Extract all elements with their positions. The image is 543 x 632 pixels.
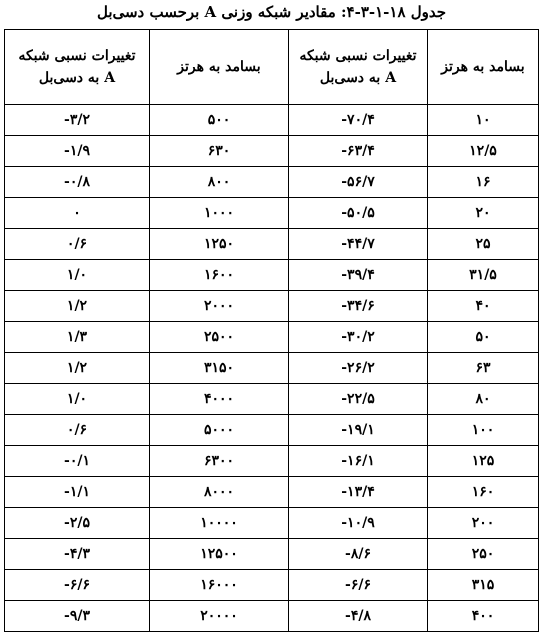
frequency-cell: ۵۰۰۰ bbox=[150, 415, 289, 446]
header-row bbox=[5, 30, 539, 105]
weighting-cell: -۲۶/۲ bbox=[289, 353, 428, 384]
weighting-cell: -۱۶/۱ bbox=[289, 446, 428, 477]
frequency-cell: ۸۰۰ bbox=[150, 167, 289, 198]
table-row bbox=[5, 167, 539, 198]
header-weighting-2-line1: تغییرات نسبی شبکه bbox=[18, 48, 136, 64]
weighting-cell: ۰/۶ bbox=[5, 415, 150, 446]
header-frequency-1: بسامد به هرتز bbox=[428, 30, 539, 105]
table-row bbox=[5, 105, 539, 136]
table-row bbox=[5, 539, 539, 570]
frequency-cell: ۱۰۰۰ bbox=[150, 198, 289, 229]
table-row bbox=[5, 570, 539, 601]
table-row bbox=[5, 353, 539, 384]
weighting-cell: -۵۶/۷ bbox=[289, 167, 428, 198]
weighting-cell: -۳۴/۶ bbox=[289, 291, 428, 322]
table-row bbox=[5, 260, 539, 291]
frequency-cell: ۱۶۰ bbox=[428, 477, 539, 508]
weighting-cell: -۱/۹ bbox=[5, 136, 150, 167]
weighting-cell: -۳۰/۲ bbox=[289, 322, 428, 353]
weighting-cell: -۱۰/۹ bbox=[289, 508, 428, 539]
weighting-cell: -۳/۲ bbox=[5, 105, 150, 136]
weighting-cell: ۱/۰ bbox=[5, 384, 150, 415]
frequency-cell: ۲۵۰ bbox=[428, 539, 539, 570]
frequency-cell: ۵۰ bbox=[428, 322, 539, 353]
weighting-cell: -۳۹/۴ bbox=[289, 260, 428, 291]
frequency-cell: ۱۶ bbox=[428, 167, 539, 198]
frequency-cell: ۱۰ bbox=[428, 105, 539, 136]
header-weighting-2 bbox=[5, 30, 150, 105]
weighting-cell: -۸/۶ bbox=[289, 539, 428, 570]
frequency-cell: ۱۲/۵ bbox=[428, 136, 539, 167]
frequency-cell: ۶۳۰ bbox=[150, 136, 289, 167]
table-row bbox=[5, 415, 539, 446]
weighting-cell: -۴/۸ bbox=[289, 601, 428, 632]
frequency-cell: ۲۵ bbox=[428, 229, 539, 260]
frequency-cell: ۱۶۰۰۰ bbox=[150, 570, 289, 601]
table-caption: جدول ۱۸-۱-۳-۴: مقادیر شبکه وزنی A برحسب دسی‌بل bbox=[96, 3, 447, 21]
frequency-cell: ۴۰ bbox=[428, 291, 539, 322]
weighting-cell: ۱/۲ bbox=[5, 291, 150, 322]
frequency-cell: ۲۰ bbox=[428, 198, 539, 229]
frequency-cell: ۱۲۵۰ bbox=[150, 229, 289, 260]
weighting-cell: -۲/۵ bbox=[5, 508, 150, 539]
weighting-cell: -۰/۱ bbox=[5, 446, 150, 477]
header-frequency-2: بسامد به هرتز bbox=[150, 30, 289, 105]
weighting-cell: -۰/۸ bbox=[5, 167, 150, 198]
frequency-cell: ۱۰۰۰۰ bbox=[150, 508, 289, 539]
frequency-cell: ۶۳۰۰ bbox=[150, 446, 289, 477]
table-body bbox=[5, 105, 539, 632]
weighting-cell: -۵۰/۵ bbox=[289, 198, 428, 229]
table-row bbox=[5, 508, 539, 539]
table-row bbox=[5, 384, 539, 415]
frequency-cell: ۵۰۰ bbox=[150, 105, 289, 136]
weighting-cell: -۶/۶ bbox=[5, 570, 150, 601]
header-weighting-1-line2: A به دسی‌بل bbox=[319, 70, 397, 86]
frequency-cell: ۴۰۰۰ bbox=[150, 384, 289, 415]
table-row bbox=[5, 136, 539, 167]
weighting-cell: -۲۲/۵ bbox=[289, 384, 428, 415]
table-row bbox=[5, 229, 539, 260]
weighting-cell: -۱/۱ bbox=[5, 477, 150, 508]
table-row bbox=[5, 601, 539, 632]
weighting-cell: ۰ bbox=[5, 198, 150, 229]
frequency-cell: ۲۰۰۰۰ bbox=[150, 601, 289, 632]
frequency-cell: ۸۰۰۰ bbox=[150, 477, 289, 508]
frequency-cell: ۳۱۵ bbox=[428, 570, 539, 601]
weighting-cell: -۴/۳ bbox=[5, 539, 150, 570]
frequency-cell: ۲۰۰ bbox=[428, 508, 539, 539]
frequency-cell: ۳۱۵۰ bbox=[150, 353, 289, 384]
header-weighting-2-line2: A به دسی‌بل bbox=[38, 70, 116, 86]
frequency-cell: ۶۳ bbox=[428, 353, 539, 384]
frequency-cell: ۱۲۵۰۰ bbox=[150, 539, 289, 570]
header-weighting-1 bbox=[289, 30, 428, 105]
weighting-cell: ۱/۳ bbox=[5, 322, 150, 353]
table-row bbox=[5, 446, 539, 477]
weighting-cell: ۱/۲ bbox=[5, 353, 150, 384]
frequency-cell: ۱۲۵ bbox=[428, 446, 539, 477]
table-row bbox=[5, 198, 539, 229]
table-row bbox=[5, 291, 539, 322]
weighting-cell: -۴۴/۷ bbox=[289, 229, 428, 260]
frequency-cell: ۸۰ bbox=[428, 384, 539, 415]
weighting-cell: -۱۹/۱ bbox=[289, 415, 428, 446]
frequency-cell: ۱۶۰۰ bbox=[150, 260, 289, 291]
frequency-cell: ۳۱/۵ bbox=[428, 260, 539, 291]
frequency-cell: ۲۵۰۰ bbox=[150, 322, 289, 353]
weighting-cell: -۶۳/۴ bbox=[289, 136, 428, 167]
weighting-cell: -۹/۳ bbox=[5, 601, 150, 632]
weighting-cell: ۰/۶ bbox=[5, 229, 150, 260]
a-weighting-table bbox=[4, 29, 539, 632]
table-row bbox=[5, 477, 539, 508]
weighting-cell: ۱/۰ bbox=[5, 260, 150, 291]
frequency-cell: ۴۰۰ bbox=[428, 601, 539, 632]
weighting-cell: -۱۳/۴ bbox=[289, 477, 428, 508]
header-weighting-1-line1: تغییرات نسبی شبکه bbox=[299, 48, 417, 64]
frequency-cell: ۱۰۰ bbox=[428, 415, 539, 446]
weighting-cell: -۶/۶ bbox=[289, 570, 428, 601]
weighting-cell: -۷۰/۴ bbox=[289, 105, 428, 136]
frequency-cell: ۲۰۰۰ bbox=[150, 291, 289, 322]
table-row bbox=[5, 322, 539, 353]
